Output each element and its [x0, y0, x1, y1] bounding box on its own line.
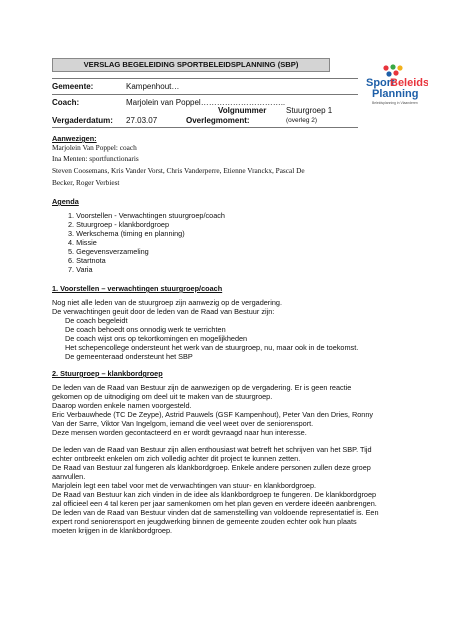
- vergaderdatum-value: 27.03.07: [126, 116, 158, 125]
- paragraph-line: De Raad van Bestuur zal fungeren als klankbordgroep. Enkele andere personen zullen deze groep: [52, 463, 371, 472]
- paragraph-line: moeten krijgen in de klankbordgroep.: [52, 526, 173, 535]
- paragraph-line: echter ontbreekt enkelen om zich volledig achter dit project te kunnen zetten.: [52, 454, 301, 463]
- paragraph-line: De leden van de Raad van Bestuur zijn de aanwezigen op de vergadering. Er is geen reactie: [52, 383, 352, 392]
- agenda-item: 4. Missie: [68, 238, 97, 247]
- logo-line1: Sport: [366, 77, 395, 89]
- overlegmoment-label: Overlegmoment:: [186, 116, 250, 125]
- paragraph-line: De leden van de Raad van Bestuur vinden dat de samenstelling van voldoende representatief is. Een: [52, 508, 379, 517]
- logo-line3: Planning: [372, 88, 419, 100]
- paragraph-line: Van der Sarre, Viktor Van Ingelgom, iemand die veel weet over de seniorensport.: [52, 419, 314, 428]
- coach-label: Coach:: [52, 98, 80, 107]
- agenda-item: 6. Startnota: [68, 256, 106, 265]
- volgnummer-value: Stuurgroep 1: [286, 106, 333, 115]
- paragraph-line: expert rond seniorensport en jeugdwerking binnen de gemeente zouden echter ook hun plaats: [52, 517, 357, 526]
- paragraph-line: De leden van de Raad van Bestuur zijn allen enthousiast wat betreft het schrijven van het SBP. Tijd: [52, 445, 372, 454]
- agenda-item: 2. Stuurgroep - klankbordgroep: [68, 220, 170, 229]
- divider: [52, 127, 358, 128]
- paragraph-line: Daarop worden enkele namen voorgesteld.: [52, 401, 192, 410]
- gemeente-label: Gemeente:: [52, 82, 94, 91]
- sportbeleidsplanning-logo: [364, 64, 428, 114]
- report-title: VERSLAG BEGELEIDING SPORTBELEIDSPLANNING (SBP): [52, 58, 330, 72]
- coach-value: Marjolein van Poppel…………………………..: [126, 98, 286, 107]
- agenda-item: 1. Voorstellen - Verwachtingen stuurgroep/coach: [68, 211, 225, 220]
- paragraph-line: Marjolein legt een tabel voor met de verwachtingen van stuur- en klankbordgroep.: [52, 481, 317, 490]
- section2-heading: 2. Stuurgroep – klankbordgroep: [52, 369, 163, 378]
- agenda-item: 3. Werkschema (timing en planning): [68, 229, 185, 238]
- paragraph-line: De verwachtingen geuit door de leden van de Raad van Bestuur zijn:: [52, 307, 275, 316]
- divider: [52, 94, 358, 95]
- logo-dots: [383, 64, 402, 76]
- logo-tagline: Beleidsplanning in Vlaanderen: [372, 101, 418, 105]
- paragraph-line: zal officieel een 4 tal keren per jaar samenkomen om het plan geven en verdere ideeën aanbrengen.: [52, 499, 377, 508]
- paragraph-line: gekomen op de uitnodiging om deel uit te maken van de stuurgroep.: [52, 392, 273, 401]
- paragraph-line: Eric Verbauwhede (TC De Zeype), Astrid Pauwels (GSF Kampenhout), Peter Van den Dries, Ronny: [52, 410, 374, 419]
- paragraph-line: aanvullen.: [52, 472, 86, 481]
- attendance-line: Marjolein Van Poppel: coach: [52, 143, 137, 152]
- vergaderdatum-label: Vergaderdatum:: [52, 116, 113, 125]
- section1-heading: 1. Voorstellen – verwachtingen stuurgroep/coach: [52, 284, 223, 293]
- attendance-heading: Aanwezigen:: [52, 134, 97, 143]
- paragraph-line: Deze mensen worden gecontacteerd en er wordt gevraagd naar hun interesse.: [52, 428, 307, 437]
- divider: [52, 78, 358, 79]
- paragraph-line: De Raad van Bestuur kan zich vinden in de idee als klankbordgroep te fungeren. De klankbordgroep: [52, 490, 377, 499]
- expectation-item: De coach begeleidt: [65, 316, 128, 325]
- expectation-item: De coach behoedt ons onnodig werk te verrichten: [65, 325, 226, 334]
- agenda-item: 7. Varia: [68, 265, 93, 274]
- attendance-line: Steven Coosemans, Kris Vander Vorst, Chris Vanderperre, Etienne Vranckx, Pascal De: [52, 166, 305, 175]
- agenda-heading: Agenda: [52, 197, 79, 206]
- expectation-item: De gemeenteraad ondersteunt het SBP: [65, 352, 193, 361]
- expectation-item: De coach wijst ons op tekortkomingen en mogelijkheden: [65, 334, 248, 343]
- paragraph-line: Nog niet alle leden van de stuurgroep zijn aanwezig op de vergadering.: [52, 298, 283, 307]
- agenda-item: 5. Gegevensverzameling: [68, 247, 149, 256]
- gemeente-value: Kampenhout…: [126, 82, 180, 91]
- overlegmoment-value: (overleg 2): [286, 117, 318, 124]
- expectation-item: Het schepencollege ondersteunt het werk van de stuurgroep, nu, maar ook in de toekomst.: [65, 343, 359, 352]
- volgnummer-label: Volgnummer: [218, 106, 267, 115]
- logo-line2: Beleids: [390, 77, 428, 89]
- attendance-line: Ina Menten: sportfunctionaris: [52, 154, 139, 163]
- attendance-line: Becker, Roger Verbiest: [52, 178, 120, 187]
